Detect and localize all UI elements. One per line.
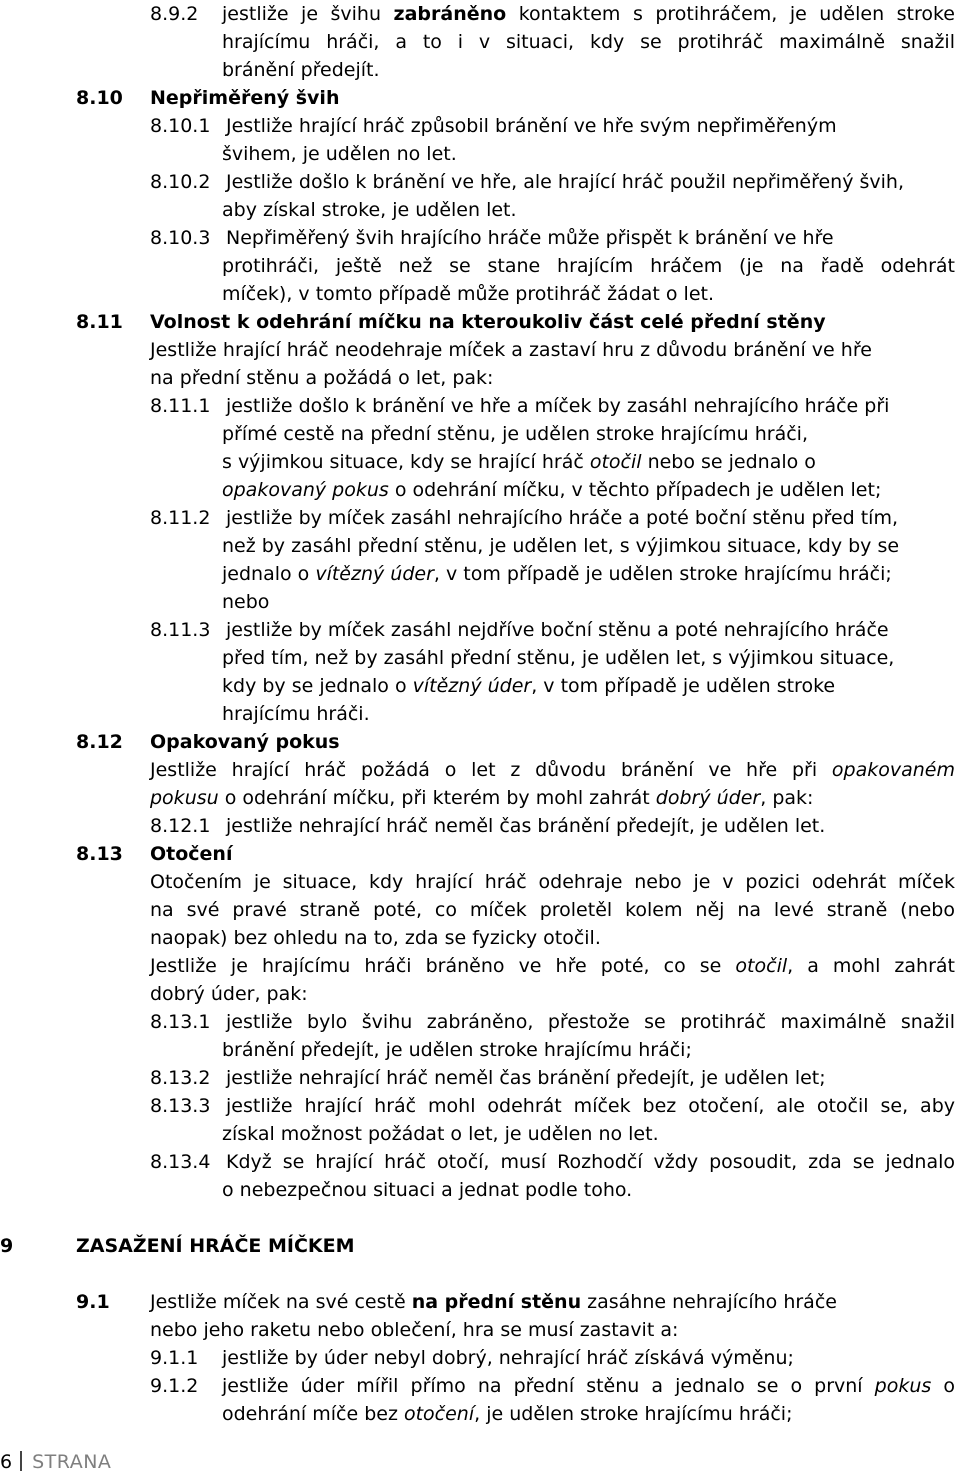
line-text: nebo jeho raketu nebo oblečení, hra se musí zastavit a: [150, 1319, 679, 1341]
text-line [0, 952, 960, 980]
text-line [0, 1288, 960, 1316]
line-text: přímé cestě na přední stěnu, je udělen stroke hrajícímu hráči, [222, 423, 808, 445]
text-line [0, 84, 960, 112]
line-text: jestliže by míček zasáhl nejdříve boční stěnu a poté nehrajícího hráče [226, 619, 889, 641]
line-text: Jestliže hrající hráč požádá o let z důvodu bránění ve hře při opakovaném [150, 759, 955, 781]
line-text: jednalo o vítězný úder, v tom případě je udělen stroke hrajícímu hráči; [222, 563, 892, 585]
text-line [0, 420, 960, 448]
page-number: 6 [0, 1451, 13, 1473]
section-number: 8.13.2 [150, 1067, 211, 1089]
line-text: na přední stěnu a požádá o let, pak: [150, 367, 494, 389]
text-line [0, 1400, 960, 1428]
text-line [0, 560, 960, 588]
line-text: hrajícímu hráči, a to i v situaci, kdy se protihráč maximálně snažil [222, 31, 955, 53]
section-number: 9.1.2 [150, 1375, 199, 1397]
text-line [0, 672, 960, 700]
text-line [0, 140, 960, 168]
line-text: na své pravé straně poté, co míček proletěl kolem něj na levé straně (nebo [150, 899, 955, 921]
text-line [0, 980, 960, 1008]
text-line [0, 308, 960, 336]
section-number: 8.13.1 [150, 1011, 211, 1033]
text-line [0, 812, 960, 840]
section-number: 8.10.1 [150, 115, 211, 137]
line-text: jestliže by míček zasáhl nehrajícího hráče a poté boční stěnu před tím, [226, 507, 899, 529]
line-text: Jestliže míček na své cestě na přední stěnu zasáhne nehrajícího hráče [150, 1291, 837, 1313]
text-line [0, 56, 960, 84]
line-text: nebo [222, 591, 270, 613]
text-line [0, 364, 960, 392]
section-number: 8.11.2 [150, 507, 211, 529]
section-number: 8.12 [76, 731, 123, 753]
section-number: 9.1 [76, 1291, 110, 1313]
line-text: jestliže došlo k bránění ve hře a míček by zasáhl nehrajícího hráče při [226, 395, 890, 417]
text-line [0, 1148, 960, 1176]
line-text: Jestliže je hrajícímu hráči bráněno ve hře poté, co se otočil, a mohl zahrát [150, 955, 955, 977]
text-line [0, 28, 960, 56]
text-line [0, 1316, 960, 1344]
line-text: aby získal stroke, je udělen let. [222, 199, 517, 221]
line-text: Nepřiměřený švih [150, 87, 340, 109]
line-text: jestliže úder mířil přímo na přední stěnu a jednalo se o první pokus o [222, 1375, 955, 1397]
line-text: opakovaný pokus o odehrání míčku, v těchto případech je udělen let; [222, 479, 882, 501]
section-number: 8.10.2 [150, 171, 211, 193]
section-number: 8.10 [76, 87, 123, 109]
text-line [0, 168, 960, 196]
section-number: 8.13.3 [150, 1095, 211, 1117]
page-label: STRANA [32, 1451, 112, 1473]
line-text: Když se hrající hráč otočí, musí Rozhodčí vždy posoudit, zda se jednalo [226, 1151, 955, 1173]
text-line [0, 700, 960, 728]
section-number: 8.11 [76, 311, 123, 333]
line-text: Jestliže došlo k bránění ve hře, ale hrající hráč použil nepřiměřený švih, [226, 171, 904, 193]
text-line [0, 896, 960, 924]
text-line [0, 448, 960, 476]
line-text: švihem, je udělen no let. [222, 143, 457, 165]
line-text: Jestliže hrající hráč způsobil bránění ve hře svým nepřiměřeným [226, 115, 837, 137]
section-number: 9 [0, 1235, 14, 1257]
text-line [0, 756, 960, 784]
line-text: Opakovaný pokus [150, 731, 340, 753]
text-line [0, 1120, 960, 1148]
text-line [0, 532, 960, 560]
line-text: před tím, než by zasáhl přední stěnu, je udělen let, s výjimkou situace, [222, 647, 895, 669]
line-text: jestliže je švihu zabráněno kontaktem s protihráčem, je udělen stroke [222, 3, 955, 25]
line-text: ZASAŽENÍ HRÁČE MÍČKEM [76, 1235, 355, 1257]
section-number: 8.12.1 [150, 815, 211, 837]
text-line [0, 1008, 960, 1036]
line-text: získal možnost požádat o let, je udělen no let. [222, 1123, 659, 1145]
line-text: míček), v tomto případě může protihráč žádat o let. [222, 283, 715, 305]
line-text: jestliže hrající hráč mohl odehrát míček bez otočení, ale otočil se, aby [226, 1095, 955, 1117]
text-line [0, 728, 960, 756]
text-line [0, 840, 960, 868]
line-text: než by zasáhl přední stěnu, je udělen let, s výjimkou situace, kdy by se [222, 535, 900, 557]
text-line [0, 644, 960, 672]
section-number: 8.13 [76, 843, 123, 865]
line-text: Nepřiměřený švih hrajícího hráče může přispět k bránění ve hře [226, 227, 834, 249]
page-footer [0, 1448, 111, 1476]
text-line [0, 1176, 960, 1204]
line-text: o nebezpečnou situaci a jednat podle toho. [222, 1179, 633, 1201]
text-line [0, 224, 960, 252]
text-line [0, 196, 960, 224]
line-text: pokusu o odehrání míčku, při kterém by mohl zahrát dobrý úder, pak: [150, 787, 814, 809]
section-number: 8.11.1 [150, 395, 211, 417]
line-text: jestliže nehrající hráč neměl čas bránění předejít, je udělen let; [226, 1067, 826, 1089]
text-line [0, 868, 960, 896]
section-number: 8.10.3 [150, 227, 211, 249]
text-line [0, 588, 960, 616]
text-line [0, 0, 960, 28]
line-text: s výjimkou situace, kdy se hrající hráč otočil nebo se jednalo o [222, 451, 816, 473]
text-line [0, 1092, 960, 1120]
text-line [0, 476, 960, 504]
text-line [0, 1064, 960, 1092]
line-text: Volnost k odehrání míčku na kteroukoliv část celé přední stěny [150, 311, 826, 333]
text-line [0, 336, 960, 364]
text-line [0, 280, 960, 308]
text-line [0, 1232, 960, 1260]
line-text: Jestliže hrající hráč neodehraje míček a zastaví hru z důvodu bránění ve hře [150, 339, 872, 361]
line-text: bránění předejít, je udělen stroke hrajícímu hráči; [222, 1039, 692, 1061]
text-line [0, 1344, 960, 1372]
text-line [0, 1372, 960, 1400]
line-text: protihráči, ještě než se stane hrajícím hráčem (je na řadě odehrát [222, 255, 955, 277]
section-number: 9.1.1 [150, 1347, 199, 1369]
line-text: Otočení [150, 843, 233, 865]
text-line [0, 784, 960, 812]
text-line [0, 112, 960, 140]
footer-divider [20, 1451, 22, 1471]
text-line [0, 1036, 960, 1064]
text-line [0, 392, 960, 420]
line-text: odehrání míče bez otočení, je udělen stroke hrajícímu hráči; [222, 1403, 793, 1425]
section-number: 8.9.2 [150, 3, 199, 25]
text-line [0, 616, 960, 644]
line-text: bránění předejít. [222, 59, 380, 81]
line-text: jestliže by úder nebyl dobrý, nehrající hráč získává výměnu; [222, 1347, 794, 1369]
line-text: Otočením je situace, kdy hrající hráč odehraje nebo je v pozici odehrát míček [150, 871, 955, 893]
text-line [0, 252, 960, 280]
section-number: 8.11.3 [150, 619, 211, 641]
section-number: 8.13.4 [150, 1151, 211, 1173]
line-text: jestliže bylo švihu zabráněno, přestože se protihráč maximálně snažil [226, 1011, 955, 1033]
line-text: kdy by se jednalo o vítězný úder, v tom případě je udělen stroke [222, 675, 836, 697]
line-text: naopak) bez ohledu na to, zda se fyzicky otočil. [150, 927, 601, 949]
line-text: dobrý úder, pak: [150, 983, 308, 1005]
text-line [0, 924, 960, 952]
line-text: jestliže nehrající hráč neměl čas bránění předejít, je udělen let. [226, 815, 826, 837]
text-line [0, 504, 960, 532]
line-text: hrajícímu hráči. [222, 703, 370, 725]
